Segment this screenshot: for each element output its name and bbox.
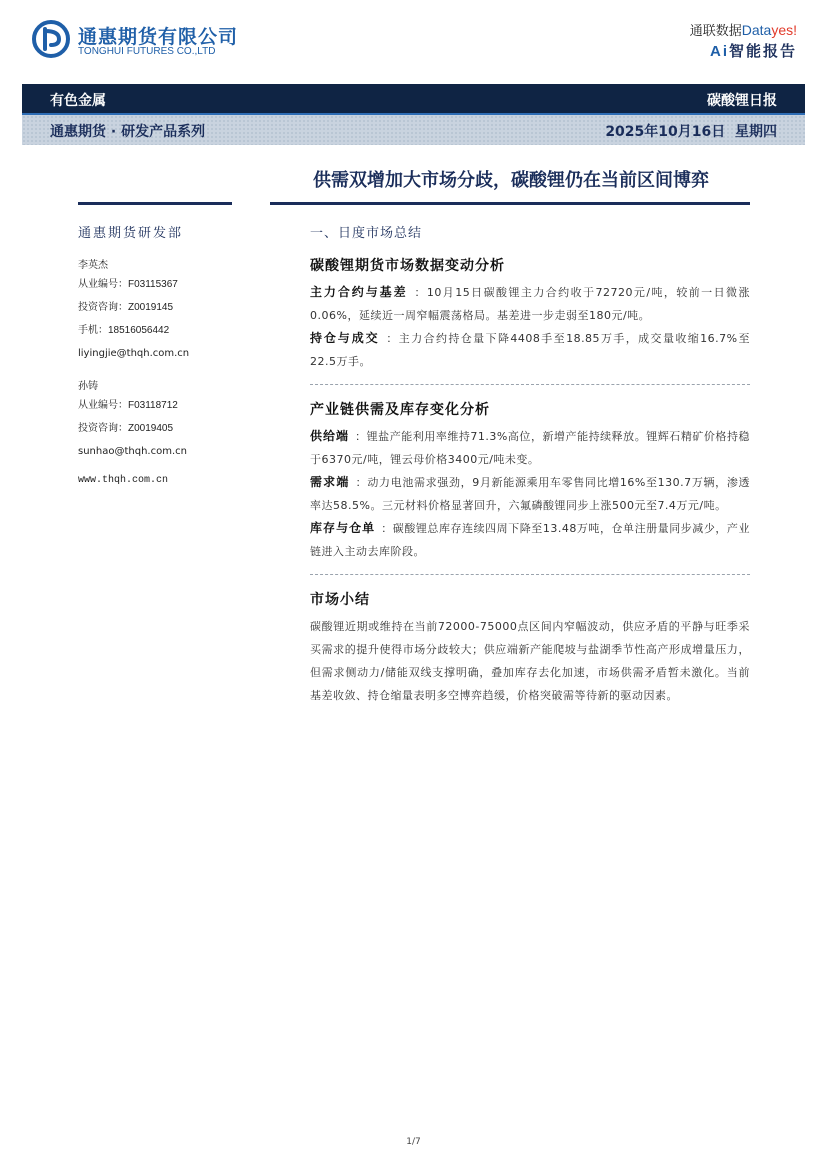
report-date: [605, 121, 777, 141]
ai-label: 智能报告: [728, 42, 797, 60]
para-label: 主力合约与基差: [310, 285, 408, 299]
para-text: ：锂盐产能利用率维持71.3%高位，新增产能持续释放。锂辉石精矿价格持稳于6370元/吨，锂云母价格3400元/吨未变。: [310, 430, 750, 466]
partner-suffix: yes!: [771, 22, 797, 38]
analyst-card: [78, 377, 258, 457]
para-text: ：10月15日碳酸锂主力合约收于72720元/吨，较前一日微涨0.06%，延续近一周窄幅震荡格局。基差进一步走弱至180元/吨。: [310, 286, 750, 322]
advisory-label: 投资咨询：: [78, 423, 128, 434]
analyst-advisory: [78, 302, 258, 313]
report-type-label: 碳酸锂日报: [707, 93, 777, 109]
series-label: 通惠期货 · 研发产品系列: [50, 124, 206, 140]
analyst-email[interactable]: liyingjie@thqh.com.cn: [78, 348, 190, 359]
company-name-en: TONGHUI FUTURES CO.,LTD: [78, 46, 216, 57]
block-title-supply-demand: 产业链供需及库存变化分析: [310, 402, 490, 418]
block-title-futures: 碳酸锂期货市场数据变动分析: [310, 258, 505, 274]
para-label: 需求端: [310, 475, 350, 489]
partner-brand: Data: [741, 22, 772, 38]
para-text: ：主力合约持仓量下降4408手至18.85万手，成交量收缩16.7%至22.5万手。: [310, 332, 750, 368]
para-text: ：动力电池需求强劲，9月新能源乘用车零售同比增16%至130.7万辆，渗透率达58.5%。三元材料价格显著回升，六氟磷酸锂同步上涨500元至7.4万元/吨。: [310, 476, 750, 512]
company-logo-icon: [32, 20, 70, 58]
company-name-cn: 通惠期货有限公司: [78, 26, 239, 48]
title-rule-right: [270, 202, 750, 205]
department-name: 通惠期货研发部: [78, 226, 184, 241]
block-title-summary: 市场小结: [310, 592, 370, 608]
sector-label: 有色金属: [50, 93, 106, 109]
section-title: 一、日度市场总结: [310, 226, 423, 241]
paragraph-position-volume: [310, 327, 750, 373]
section-divider: [310, 384, 750, 385]
page-number: 1/7: [406, 1137, 421, 1147]
license-label: 从业编号：: [78, 279, 128, 290]
license-value: F03118712: [128, 400, 178, 411]
date-text: 2025年10月16日: [605, 124, 726, 140]
partner-prefix: 通联数据: [689, 24, 742, 39]
banner-sub: [22, 115, 805, 145]
license-value: F03115367: [128, 279, 178, 290]
paragraph-inventory: [310, 517, 750, 563]
para-text: ：碳酸锂总库存连续四周下降至13.48万吨，仓单注册量同步减少，产业链进入主动去库阶段。: [310, 522, 750, 558]
ai-prefix: Ai: [709, 43, 729, 60]
advisory-value: Z0019405: [128, 423, 174, 434]
paragraph-summary: 碳酸锂近期或维持在当前72000-75000点区间内窄幅波动，供应矛盾的平静与旺季采买需求的提升使得市场分歧较大；供应端新产能爬坡与盐湖季节性高产形成增量压力，但需求侧动力/储能双线支撑明确，叠加库存去化加速，市场供需矛盾暂未激化。当前基差收敛、持仓缩量表明多空博弈趋缓，价格突破需等待新的驱动因素。: [310, 620, 750, 702]
analyst-phone: [78, 325, 258, 336]
para-label: 库存与仓单: [310, 521, 376, 535]
analyst-email[interactable]: sunhao@thqh.com.cn: [78, 446, 187, 457]
advisory-value: Z0019145: [128, 302, 174, 313]
ai-report-logo: [710, 40, 797, 61]
para-label: 持仓与成交: [310, 331, 380, 345]
main-content: [310, 222, 750, 707]
website-link[interactable]: www.thqh.com.cn: [78, 475, 169, 486]
advisory-label: 投资咨询：: [78, 302, 128, 313]
title-rule-left: [78, 202, 232, 205]
phone-value: 18516056442: [108, 325, 170, 336]
sidebar: [78, 222, 258, 486]
section-divider: [310, 574, 750, 575]
analyst-license: [78, 279, 258, 290]
paragraph-demand: [310, 471, 750, 517]
analyst-name: 李英杰: [78, 260, 108, 271]
analyst-license: [78, 400, 258, 411]
weekday-text: 星期四: [735, 124, 777, 140]
analyst-advisory: [78, 423, 258, 434]
partner-logo: [690, 20, 797, 39]
report-title: 供需双增加大市场分歧，碳酸锂仍在当前区间博弈: [313, 170, 709, 191]
paragraph-contract-basis: [310, 281, 750, 327]
para-label: 供给端: [310, 429, 350, 443]
banner-top: [22, 84, 805, 115]
paragraph-supply: [310, 425, 750, 471]
analyst-card: [78, 256, 258, 359]
phone-label: 手机：: [78, 325, 108, 336]
license-label: 从业编号：: [78, 400, 128, 411]
analyst-name: 孙铸: [78, 381, 98, 392]
